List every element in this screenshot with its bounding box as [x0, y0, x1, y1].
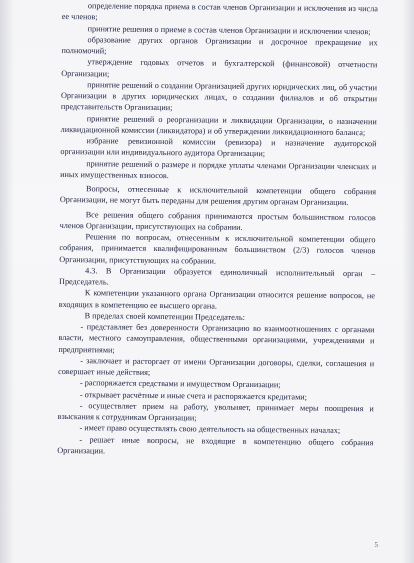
list-item: - заключает и расторгает от имени Организации договоры, сделки, соглашения и совершает иные действия;	[58, 355, 375, 377]
paragraph: принятие решений о создании Организацией других юридических лиц, об участии Организации в других юридических лицах, о создании филиалов и об открытии представительств Организации;	[60, 80, 378, 113]
paragraph: К компетенции указанного органа Организации относится решение вопросов, не входящих в компетенцию ее высшего органа.	[58, 288, 375, 311]
paragraph: принятие решений о реорганизации и ликвидации Организации, о назначении ликвидационной комиссии (ликвидатора) и об утверждении ликвидационного баланса;	[60, 113, 377, 137]
paragraph: принятие решения о приеме в состав членов Организации и исключении членов;	[87, 23, 371, 36]
document-body	[57, 0, 378, 459]
paragraph: утверждение годовых отчетов и бухгалтерской (финансовой) отчетности Организации;	[61, 57, 378, 78]
list-item: - имеет право осуществлять свою деятельность на общественных началах;	[79, 423, 341, 436]
paragraph: принятие решений о размере и порядке уплаты членами Организации членских и иных имущественных взносов.	[60, 158, 377, 180]
list-item: - решает иные вопросы, не входящие в компетенцию общего собрания Организации.	[57, 434, 374, 456]
paragraph: образование других органов Организации и досрочное прекращение их полномочий;	[61, 35, 378, 56]
paragraph: В пределах своей компетенции Председатель:	[84, 311, 245, 322]
section-heading: 4.3. В Организации образуется единоличный исполнительный орган – Председатель.	[59, 266, 376, 287]
paragraph: избрание ревизионной комиссии (ревизора) и назначение аудиторской организации или индивидуального аудитора Организации;	[60, 136, 377, 159]
list-item: - представляет без доверенности Организацию во взаимоотношениях с органами власти, местного самоуправления, общественными организациями, учреждениями и предприятиями;	[58, 322, 375, 355]
page-shadow-right	[402, 0, 414, 563]
paragraph: Все решения общего собрания принимаются простым большинством голосов членов Организации, присутствующих на собрании.	[59, 209, 376, 232]
list-item: - распоряжается средствами и имуществом Организации;	[79, 378, 281, 390]
page-number: 5	[374, 541, 378, 549]
list-item: - открывает расчётные и иные счета и распоряжается кредитами;	[79, 389, 307, 402]
paragraph: Решения по вопросам, отнесенным к исключительной компетенции общего собрания, принимается квалифицированным большинством (2/3) голосов членов Организации, присутствующих на собрании.	[59, 232, 376, 266]
paragraph: Вопросы, отнесенные к исключительной компетенции общего собрания Организации, не могут быть переданы для решения другим органам Организации.	[59, 184, 377, 208]
page-shadow-left	[0, 0, 14, 563]
list-item: - осуществляет прием на работу, увольняет, принимает меры поощрения и взыскания к сотрудникам Организации;	[57, 400, 374, 423]
paragraph: определение порядка приема в состав членов Организации и исключения из числа ее членов;	[61, 1, 378, 22]
